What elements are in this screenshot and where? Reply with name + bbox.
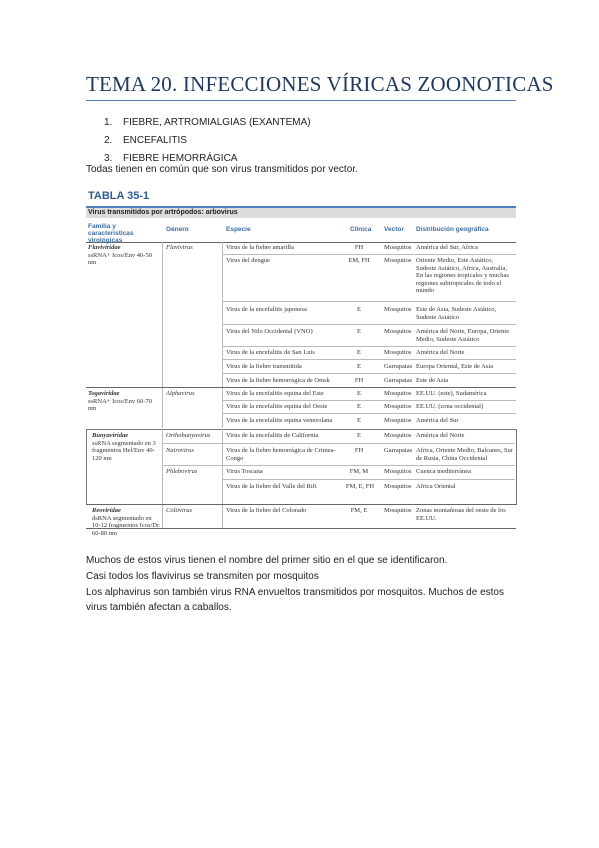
cell-distribucion: Europa Oriental, Este de Asia bbox=[416, 363, 494, 370]
numbered-list bbox=[104, 116, 311, 170]
header-vector: Vector bbox=[384, 226, 404, 233]
row-divider bbox=[223, 400, 516, 401]
genus-orthobunyavirus: Orthobunyavirus bbox=[166, 432, 211, 439]
row-divider bbox=[223, 254, 516, 255]
cell-clinica: E bbox=[357, 403, 361, 410]
row-divider bbox=[223, 359, 516, 360]
cell-especie: Virus de la fiebre del Colorado bbox=[226, 507, 307, 514]
family-bunyaviridae bbox=[92, 432, 160, 462]
cell-especie: Virus de la encefalitis de California bbox=[226, 432, 319, 439]
cell-clinica: E bbox=[357, 432, 361, 439]
row-divider bbox=[223, 479, 515, 480]
cell-especie: Virus del dengue bbox=[226, 257, 271, 264]
cell-distribucion: Este de Asia, Sudeste Asiático, Sudeste Asiático bbox=[416, 306, 497, 321]
cell-vector: Garrapatas bbox=[384, 363, 413, 370]
cell-vector: Mosquitos bbox=[384, 417, 412, 424]
cell-especie: Virus de la fiebre amarilla bbox=[226, 244, 294, 251]
cell-clinica: E bbox=[357, 363, 361, 370]
list-item bbox=[104, 134, 311, 152]
header-familia: Familia y características virológicas bbox=[88, 223, 134, 244]
cell-especie: Virus del Nilo Occidental (VNO) bbox=[226, 328, 313, 335]
table-header-bar bbox=[86, 188, 516, 208]
cell-especie: Virus de la fiebre hemorrágica de Crimea-Congo bbox=[226, 447, 336, 462]
cell-distribucion: EE.UU. (zona occidental) bbox=[416, 403, 484, 410]
cell-clinica: E bbox=[357, 328, 361, 335]
cell-distribucion: Este de Asia bbox=[416, 377, 449, 384]
header-clinica: Clínica bbox=[350, 226, 372, 233]
row-divider bbox=[223, 373, 516, 374]
cell-distribucion: América del Sur bbox=[416, 417, 459, 424]
family-detail: ssRNA+ Icos/Env 40-50 nm bbox=[88, 251, 152, 266]
cell-clinica: FM, M bbox=[349, 468, 369, 475]
paragraph: Muchos de estos virus tienen el nombre del primer sitio en el que se identificaron. bbox=[86, 555, 448, 566]
genus-alphavirus: Alphavirus bbox=[166, 390, 195, 397]
genus-phlebovirus: Phlebovirus bbox=[166, 468, 198, 475]
list-number: 3. bbox=[104, 153, 113, 164]
list-text: FIEBRE HEMORRÁGICA bbox=[123, 153, 238, 164]
cell-clinica: FH bbox=[354, 244, 364, 251]
column-headers bbox=[86, 220, 516, 243]
cell-especie: Virus de la fiebre del Valle del Rift bbox=[226, 483, 317, 490]
header-genero: Género bbox=[166, 226, 189, 233]
cell-clinica: E bbox=[357, 417, 361, 424]
cell-especie: Virus de la fiebre transmitida bbox=[226, 363, 302, 370]
cell-clinica: FH bbox=[354, 377, 364, 384]
table-title: TABLA 35-1 bbox=[88, 190, 150, 202]
cell-vector: Mosquitos bbox=[384, 257, 412, 264]
family-name: Bunyaviridae bbox=[92, 432, 129, 439]
cell-especie: Virus de la encefalitis equina del Este bbox=[226, 390, 324, 397]
cell-clinica: FM, E bbox=[350, 507, 368, 514]
list-item bbox=[104, 116, 311, 134]
cell-clinica: E bbox=[357, 349, 361, 356]
cell-vector: Mosquitos bbox=[384, 507, 412, 514]
cell-clinica: E bbox=[357, 390, 361, 397]
title-underline bbox=[86, 100, 516, 101]
paragraph: Los alphavirus son también virus RNA envueltos transmitidos por mosquitos. Muchos de estos virus también afectan a caballos. bbox=[86, 587, 504, 613]
cell-vector: Garrapatas bbox=[384, 447, 413, 454]
cell-clinica: EM, FH bbox=[348, 257, 370, 264]
row-divider bbox=[163, 443, 515, 444]
table-bottom-rule bbox=[86, 528, 516, 529]
list-number: 1. bbox=[104, 117, 113, 128]
cell-vector: Mosquitos bbox=[384, 432, 412, 439]
page-title: TEMA 20. INFECCIONES VÍRICAS ZOONOTICAS bbox=[86, 72, 554, 96]
genus-flavivirus: Flavivirus bbox=[166, 244, 193, 251]
family-name: Flaviviridae bbox=[88, 244, 121, 251]
cell-clinica: FH bbox=[354, 447, 364, 454]
cell-distribucion: América del Sur, Africa bbox=[416, 244, 478, 251]
cell-especie: Virus de la encefalitis equina del Oeste bbox=[226, 403, 328, 410]
paragraph: Casi todos los flavivirus se transmiten por mosquitos bbox=[86, 571, 319, 582]
cell-distribucion: América del Norte bbox=[416, 432, 465, 439]
cell-distribucion: América del Norte bbox=[416, 349, 465, 356]
table-subtitle-text: Virus transmitidos por artrópodos: arbovirus bbox=[88, 209, 238, 216]
cell-clinica: E bbox=[357, 306, 361, 313]
family-detail: ssRNA+ Icos/Env 60-70 nm bbox=[88, 397, 152, 412]
cell-especie: Virus de la encefalitis de San Luis bbox=[226, 349, 315, 356]
cell-vector: Mosquitos bbox=[384, 468, 412, 475]
family-detail: dsRNA segmentado en 10-12 fragmentos Icos/Dc 60-80 nm bbox=[92, 514, 160, 537]
cell-distribucion: Africa, Oriente Medio, Balcanes, Sur de Rusia, China Occidental bbox=[416, 447, 513, 462]
family-divider bbox=[86, 387, 516, 388]
cell-distribucion: Zonas montañosas del oeste de los EE.UU. bbox=[416, 507, 506, 522]
family-flaviviridae bbox=[88, 244, 160, 267]
cell-clinica: FM, E, FH bbox=[345, 483, 375, 490]
cell-vector: Mosquitos bbox=[384, 244, 412, 251]
list-number: 2. bbox=[104, 135, 113, 146]
header-especie: Especie bbox=[226, 226, 251, 233]
arbovirus-table bbox=[86, 188, 516, 537]
cell-especie: Virus Toscana bbox=[226, 468, 263, 475]
family-detail: ssRNA segmentado en 3 fragmentos Hel/Env 40-120 nm bbox=[92, 439, 156, 462]
cell-vector: Garrapatas bbox=[384, 377, 413, 384]
cell-distribucion: Africa Oriental bbox=[416, 483, 456, 490]
cell-vector: Mosquitos bbox=[384, 349, 412, 356]
genus-coltivirus: Coltivirus bbox=[166, 507, 193, 514]
cell-vector: Mosquitos bbox=[384, 483, 412, 490]
row-divider bbox=[163, 465, 515, 466]
cell-especie: Virus de la fiebre hemorrágica de Omsk bbox=[226, 377, 330, 384]
column-divider bbox=[162, 242, 163, 428]
family-name: Togaviridae bbox=[88, 390, 120, 397]
cell-especie: Virus de la encefalitis japonesa bbox=[226, 306, 307, 313]
family-divider bbox=[86, 504, 516, 505]
cell-distribucion: Cuenca mediterránea bbox=[416, 468, 472, 475]
cell-distribucion: Oriente Medio, Este Asiático, Sudeste Asiático, Africa, Australia, En las regiones tropicales y muchas regiones subtropicales de todo el mundo bbox=[416, 257, 509, 294]
cell-especie: Virus de la encefalitis equina venezolana bbox=[226, 417, 333, 424]
family-togaviridae bbox=[88, 390, 160, 413]
family-reoviridae bbox=[92, 507, 160, 537]
list-text: FIEBRE, ARTROMIALGIAS (EXANTEMA) bbox=[123, 117, 311, 128]
family-name: Reoviridae bbox=[92, 507, 121, 514]
cell-vector: Mosquitos bbox=[384, 306, 412, 313]
genus-nairovirus: Nairovirus bbox=[166, 447, 194, 454]
cell-vector: Mosquitos bbox=[384, 390, 412, 397]
cell-distribucion: América del Norte, Europa, Oriente Medio, Sudeste Asiático bbox=[416, 328, 510, 343]
cell-vector: Mosquitos bbox=[384, 328, 412, 335]
header-distribucion: Distribución geográfica bbox=[416, 226, 489, 233]
table-subtitle bbox=[86, 208, 516, 218]
row-divider bbox=[223, 324, 516, 325]
row-divider bbox=[223, 413, 516, 414]
intro-text: Todas tienen en común que son virus transmitidos por vector. bbox=[86, 164, 358, 175]
row-divider bbox=[223, 301, 516, 302]
list-text: ENCEFALITIS bbox=[123, 135, 187, 146]
cell-vector: Mosquitos bbox=[384, 403, 412, 410]
row-divider bbox=[223, 346, 516, 347]
cell-distribucion: EE.UU. (este), Sudamérica bbox=[416, 390, 487, 397]
